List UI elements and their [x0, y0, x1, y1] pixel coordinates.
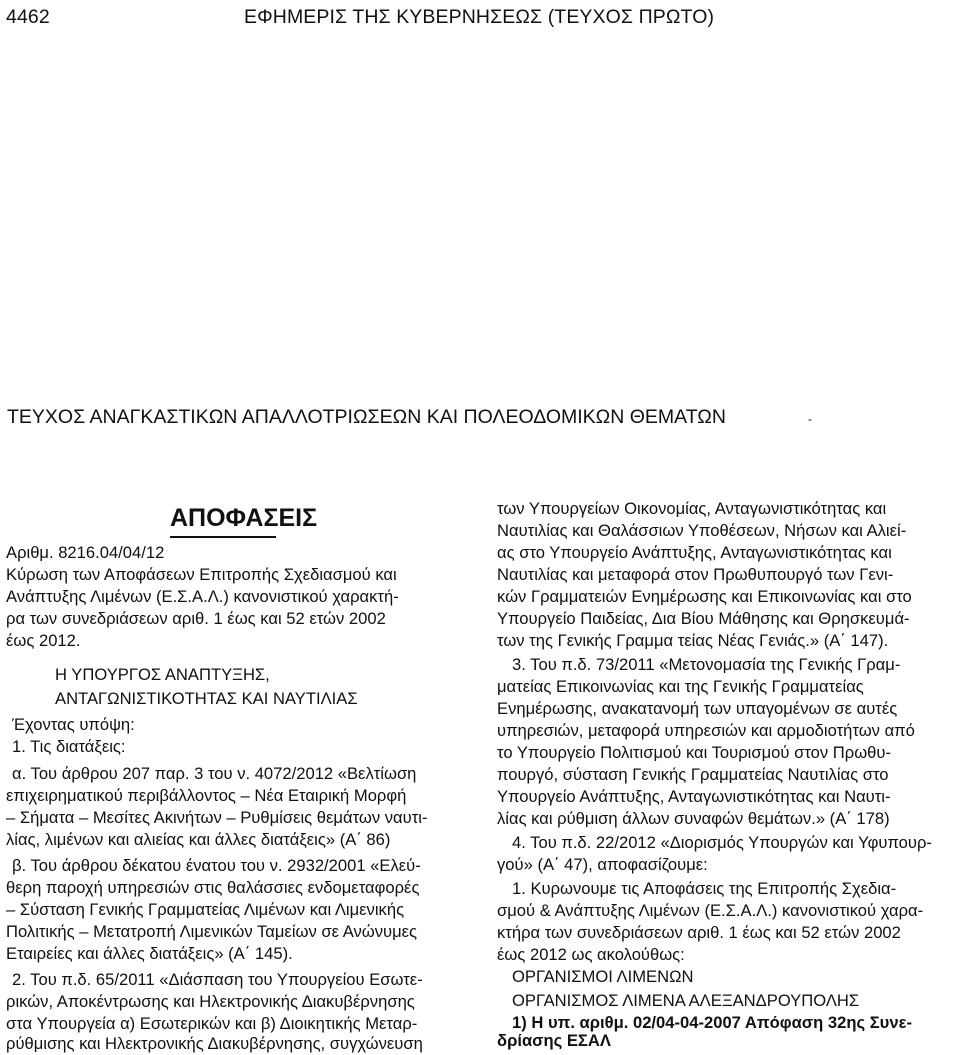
- dash-mark: -: [808, 412, 812, 426]
- section-title-underline: [170, 536, 276, 538]
- section-title: ΑΠΟΦΑΣΕΙΣ: [170, 504, 318, 532]
- text-line: Υπουργείο Ανάπτυξης, Ανταγωνιστικότητας και Ναυτι-: [497, 787, 891, 806]
- decision-item-heading: δρίασης ΕΣΑΛ: [497, 1031, 611, 1050]
- minister-heading: Η ΥΠΟΥΡΓΟΣ ΑΝΑΠΤΥΞΗΣ,: [55, 665, 270, 684]
- text-line: α. Του άρθρου 207 παρ. 3 του ν. 4072/2012 «Βελτίωση: [12, 764, 417, 783]
- text-line: 3. Του π.δ. 73/2011 «Μετονομασία της Γενικής Γραμ-: [512, 655, 901, 674]
- text-line: 1. Τις διατάξεις:: [12, 737, 126, 756]
- text-line: υπηρεσιών, μεταφορά υπηρεσιών και αρμοδιοτήτων από: [497, 721, 915, 740]
- decision-item-heading: 1) Η υπ. αριθμ. 02/04-04-2007 Απόφαση 32ης Συνε-: [512, 1013, 912, 1032]
- text-line: σμού & Ανάπτυξης Λιμένων (Ε.Σ.Α.Λ.) κανονιστικού χαρα-: [497, 901, 924, 920]
- page-number: 4462: [6, 6, 50, 28]
- decision-subject-line: Ανάπτυξης Λιμένων (Ε.Σ.Α.Λ.) κανονιστικού χαρακτή-: [6, 587, 399, 606]
- text-line: ρικών, Αποκέντρωσης και Ηλεκτρονικής Διακυβέρνησης: [6, 992, 415, 1011]
- text-line: το Υπουργείο Πολιτισμού και Τουρισμού στον Πρωθυ-: [497, 743, 891, 762]
- text-line: θερη παροχή υπηρεσιών στις θαλάσσιες ενδομεταφορές: [6, 878, 420, 897]
- text-line: Εταιρείες και άλλες διατάξεις» (Α΄ 145).: [6, 944, 293, 963]
- text-line: κτήρα των συνεδριάσεων αριθ. 1 έως και 52 ετών 2002: [497, 923, 901, 942]
- issue-title: ΤΕΥΧΟΣ ΑΝΑΓΚΑΣΤΙΚΩΝ ΑΠΑΛΛΟΤΡΙΩΣΕΩΝ ΚΑΙ ΠΟΛΕΟΔΟΜΙΚΩΝ ΘΕΜΑΤΩΝ: [7, 406, 726, 428]
- text-line: β. Του άρθρου δέκατου ένατου του ν. 2932/2001 «Ελεύ-: [12, 856, 421, 875]
- text-line: των Υπουργείων Οικονομίας, Ανταγωνιστικότητας και: [497, 499, 887, 518]
- text-line: έως 2012 ως ακολούθως:: [497, 945, 685, 964]
- gazette-title: ΕΦΗΜΕΡΙΣ ΤΗΣ ΚΥΒΕΡΝΗΣΕΩΣ (ΤΕΥΧΟΣ ΠΡΩΤΟ): [244, 6, 715, 28]
- text-line: ρύθμισης και Ηλεκτρονικής Διακυβέρνησης, συγχώνευση: [6, 1034, 423, 1053]
- text-line: Ενημέρωσης, ανακατανομή των υπαγομένων σε αυτές: [497, 699, 898, 718]
- text-line: πουργό, σύσταση Γενικής Γραμματείας Ναυτιλίας στο: [497, 765, 889, 784]
- decision-subject-line: έως 2012.: [6, 631, 81, 650]
- text-line: Έχοντας υπόψη:: [12, 715, 135, 734]
- organization-heading: ΟΡΓΑΝΙΣΜΟΣ ΛΙΜΕΝΑ ΑΛΕΞΑΝΔΡΟΥΠΟΛΗΣ: [512, 991, 860, 1010]
- text-line: Πολιτικής – Μετατροπή Λιμενικών Ταμείων σε Ανώνυμες: [6, 922, 418, 941]
- text-line: επιχειρηματικού περιβάλλοντος – Νέα Εταιρική Μορφή: [6, 786, 407, 805]
- text-line: των της Γενικής Γραμμα τείας Νέας Γενιάς.» (Α΄ 147).: [497, 631, 889, 650]
- text-line: Ναυτιλίας και Θαλάσσιων Υποθέσεων, Νήσων και Αλιεί-: [497, 521, 907, 540]
- text-line: 1. Κυρωνουμε τις Αποφάσεις της Επιτροπής Σχεδια-: [512, 879, 897, 898]
- text-line: 2. Του π.δ. 65/2011 «Διάσπαση του Υπουργείου Εσωτε-: [12, 970, 423, 989]
- text-line: ας στο Υπουργείο Ανάπτυξης, Ανταγωνιστικότητας και: [497, 543, 892, 562]
- decision-subject-line: Κύρωση των Αποφάσεων Επιτροπής Σχεδιασμού και: [6, 565, 397, 584]
- text-line: ματείας Επικοινωνίας και της Γενικής Γραμματείας: [497, 677, 864, 696]
- text-line: στα Υπουργεία α) Εσωτερικών και β) Διοικητικής Μεταρ-: [6, 1014, 418, 1033]
- minister-heading: ΑΝΤΑΓΩΝΙΣΤΙΚΟΤΗΤΑΣ ΚΑΙ ΝΑΥΤΙΛΙΑΣ: [55, 689, 358, 708]
- text-line: λίας και ρύθμιση άλλων συναφών θεμάτων.» (Α΄ 178): [497, 809, 890, 828]
- text-line: 4. Του π.δ. 22/2012 «Διορισμός Υπουργών και Υφυπουρ-: [512, 833, 932, 852]
- text-line: γού» (Α΄ 47), αποφασίζουμε:: [497, 855, 708, 874]
- text-line: κών Γραμματειών Ενημέρωσης και Επικοινωνίας και στο: [497, 587, 912, 606]
- text-line: – Σήματα – Μεσίτες Ακινήτων – Ρυθμίσεις θεμάτων ναυτι-: [6, 808, 428, 827]
- decision-subject-line: ρα των συνεδριάσεων αριθ. 1 έως και 52 ετών 2002: [6, 609, 386, 628]
- text-line: Υπουργείο Παιδείας, Δια Βίου Μάθησης και Θρησκευμά-: [497, 609, 910, 628]
- decision-number: Αριθμ. 8216.04/04/12: [6, 543, 165, 562]
- text-line: λίας, λιμένων και αλιείας και άλλες διατάξεις» (Α΄ 86): [6, 830, 391, 849]
- text-line: – Σύσταση Γενικής Γραμματείας Λιμένων και Λιμενικής: [6, 900, 405, 919]
- text-line: Ναυτιλίας και μεταφορά στον Πρωθυπουργό των Γενι-: [497, 565, 894, 584]
- organization-heading: ΟΡΓΑΝΙΣΜΟΙ ΛΙΜΕΝΩΝ: [512, 967, 694, 986]
